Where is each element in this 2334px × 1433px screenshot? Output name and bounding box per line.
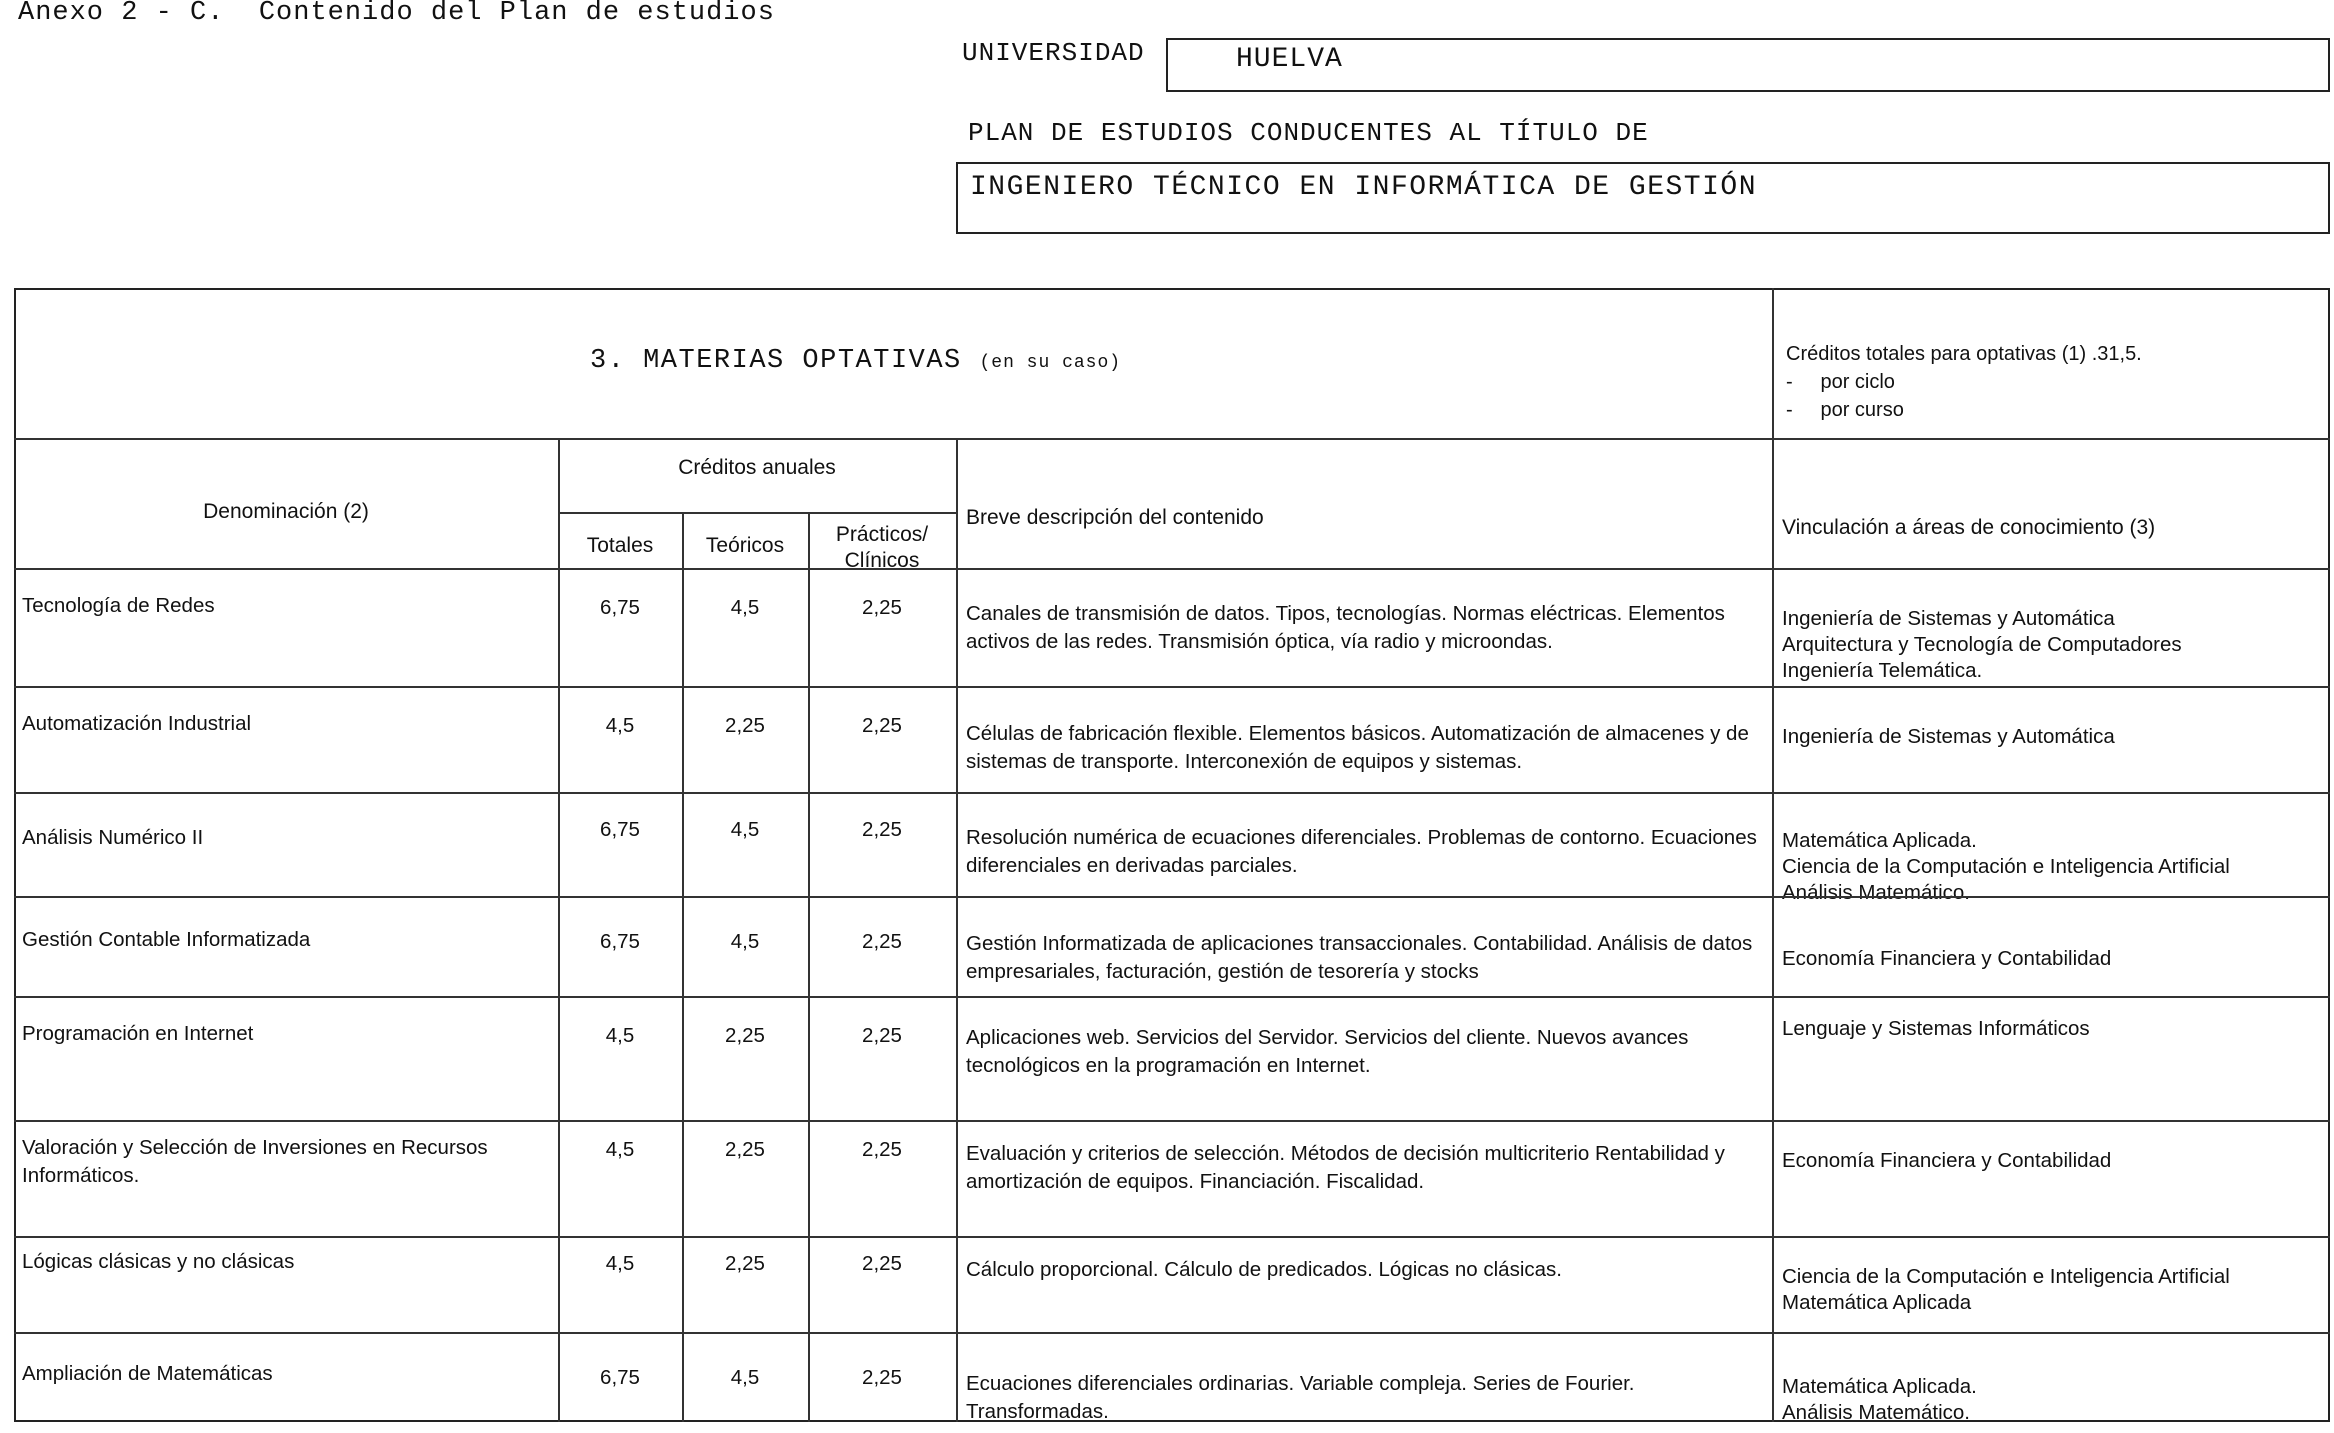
knowledge-areas: Lenguaje y Sistemas Informáticos (1782, 1017, 2090, 1040)
row-divider (14, 792, 2330, 794)
header-descripcion: Breve descripción del contenido (966, 506, 1264, 529)
credits-totales: 6,75 (600, 818, 640, 841)
grid-line (1772, 288, 1774, 1422)
subject-name: Lógicas clásicas y no clásicas (22, 1250, 295, 1273)
grid-line (14, 568, 2330, 570)
row-divider (14, 1120, 2330, 1122)
annex-title: Anexo 2 - C. Contenido del Plan de estudios (18, 0, 775, 28)
credits-teoricos: 4,5 (730, 1366, 760, 1389)
knowledge-areas: Economía Financiera y Contabilidad (1782, 947, 2112, 970)
content-description: Canales de transmisión de datos. Tipos, tecnologías. Normas eléctricas. Elementos activos de las redes. Transmisión óptica, vía radio y microondas. (966, 602, 1725, 653)
credits-totales: 4,5 (605, 1138, 635, 1161)
header-denominacion: Denominación (2) (203, 500, 369, 523)
header-vinculacion: Vinculación a áreas de conocimiento (3) (1782, 516, 2156, 539)
content-description: Células de fabricación flexible. Elementos básicos. Automatización de almacenes y de sistemas de transporte. Interconexión de equipos y sistemas. (966, 722, 1749, 773)
credits-totales: 6,75 (600, 596, 640, 619)
knowledge-areas: Matemática Aplicada. Análisis Matemático. (1782, 1375, 1977, 1424)
grid-line (14, 438, 2330, 440)
credits-teoricos: 2,25 (725, 1252, 765, 1275)
row-divider (14, 996, 2330, 998)
credits-totales: 4,5 (605, 714, 635, 737)
header-practicos-line1: Prácticos/ (835, 523, 929, 546)
knowledge-areas: Matemática Aplicada. Ciencia de la Computación e Inteligencia Artificial Análisis Matemático. (1782, 829, 2230, 904)
credits-teoricos: 4,5 (730, 596, 760, 619)
credits-totales: 6,75 (600, 930, 640, 953)
credits-practicos: 2,25 (862, 818, 902, 841)
knowledge-areas: Economía Financiera y Contabilidad (1782, 1149, 2112, 1172)
plan-label: PLAN DE ESTUDIOS CONDUCENTES AL TÍTULO DE (968, 118, 1649, 148)
credits-teoricos: 4,5 (730, 818, 760, 841)
content-description: Ecuaciones diferenciales ordinarias. Variable compleja. Series de Fourier. Transformadas. (966, 1372, 1635, 1423)
grid-line (558, 512, 956, 514)
credits-totales: 4,5 (605, 1252, 635, 1275)
header-practicos-line2: Clínicos (844, 549, 920, 572)
credits-total-line: Créditos totales para optativas (1) .31,5. (1786, 343, 2142, 365)
row-divider (14, 686, 2330, 688)
credits-practicos: 2,25 (862, 930, 902, 953)
grid-line (682, 512, 684, 1422)
degree-title: INGENIERO TÉCNICO EN INFORMÁTICA DE GESTIÓN (970, 172, 1758, 203)
credits-totales: 6,75 (600, 1366, 640, 1389)
subject-name: Tecnología de Redes (22, 594, 215, 617)
grid-line (808, 512, 810, 1422)
content-description: Evaluación y criterios de selección. Métodos de decisión multicriterio Rentabilidad y amortización de equipos. Financiación. Fiscalidad. (966, 1142, 1725, 1193)
section-title-note: (en su caso) (979, 353, 1122, 373)
header-practicos (808, 522, 956, 574)
credits-totales: 4,5 (605, 1024, 635, 1047)
credits-teoricos: 2,25 (725, 1138, 765, 1161)
credits-teoricos: 2,25 (725, 1024, 765, 1047)
subject-name: Ampliación de Matemáticas (22, 1362, 273, 1385)
subject-name: Programación en Internet (22, 1022, 254, 1045)
content-description: Gestión Informatizada de aplicaciones transaccionales. Contabilidad. Análisis de datos empresariales, facturación, gestión de tesorería y stocks (966, 932, 1753, 983)
content-description: Aplicaciones web. Servicios del Servidor. Servicios del cliente. Nuevos avances tecnológicos en la programación en Internet. (966, 1026, 1689, 1077)
knowledge-areas: Ciencia de la Computación e Inteligencia Artificial Matemática Aplicada (1782, 1265, 2230, 1314)
content-description: Resolución numérica de ecuaciones diferenciales. Problemas de contorno. Ecuaciones diferenciales en derivadas parciales. (966, 826, 1757, 877)
content-description: Cálculo proporcional. Cálculo de predicados. Lógicas no clásicas. (966, 1258, 1562, 1281)
row-divider (14, 1332, 2330, 1334)
credits-per-course: - por curso (1786, 399, 1904, 421)
subject-name: Análisis Numérico II (22, 826, 204, 849)
section-title-main: 3. MATERIAS OPTATIVAS (590, 346, 962, 376)
credits-per-cycle: - por ciclo (1786, 371, 1895, 393)
credits-practicos: 2,25 (862, 1024, 902, 1047)
header-creditos-anuales: Créditos anuales (678, 456, 836, 479)
credits-practicos: 2,25 (862, 596, 902, 619)
university-label: UNIVERSIDAD (962, 38, 1145, 68)
credits-practicos: 2,25 (862, 1138, 902, 1161)
university-value: HUELVA (1236, 44, 1343, 75)
header-teoricos: Teóricos (705, 534, 785, 557)
knowledge-areas: Ingeniería de Sistemas y Automática Arquitectura y Tecnología de Computadores Ingeniería Telemática. (1782, 607, 2182, 682)
subject-name: Valoración y Selección de Inversiones en Recursos Informáticos. (22, 1136, 488, 1187)
credits-teoricos: 4,5 (730, 930, 760, 953)
credits-teoricos: 2,25 (725, 714, 765, 737)
row-divider (14, 896, 2330, 898)
section-title (590, 346, 1121, 376)
knowledge-areas: Ingeniería de Sistemas y Automática (1782, 725, 2115, 748)
credits-practicos: 2,25 (862, 714, 902, 737)
credits-practicos: 2,25 (862, 1366, 902, 1389)
subject-name: Automatización Industrial (22, 712, 252, 735)
grid-line (956, 438, 958, 1422)
credits-practicos: 2,25 (862, 1252, 902, 1275)
credits-info (1786, 340, 2142, 424)
header-totales: Totales (586, 534, 654, 557)
row-divider (14, 1236, 2330, 1238)
subject-name: Gestión Contable Informatizada (22, 928, 311, 951)
